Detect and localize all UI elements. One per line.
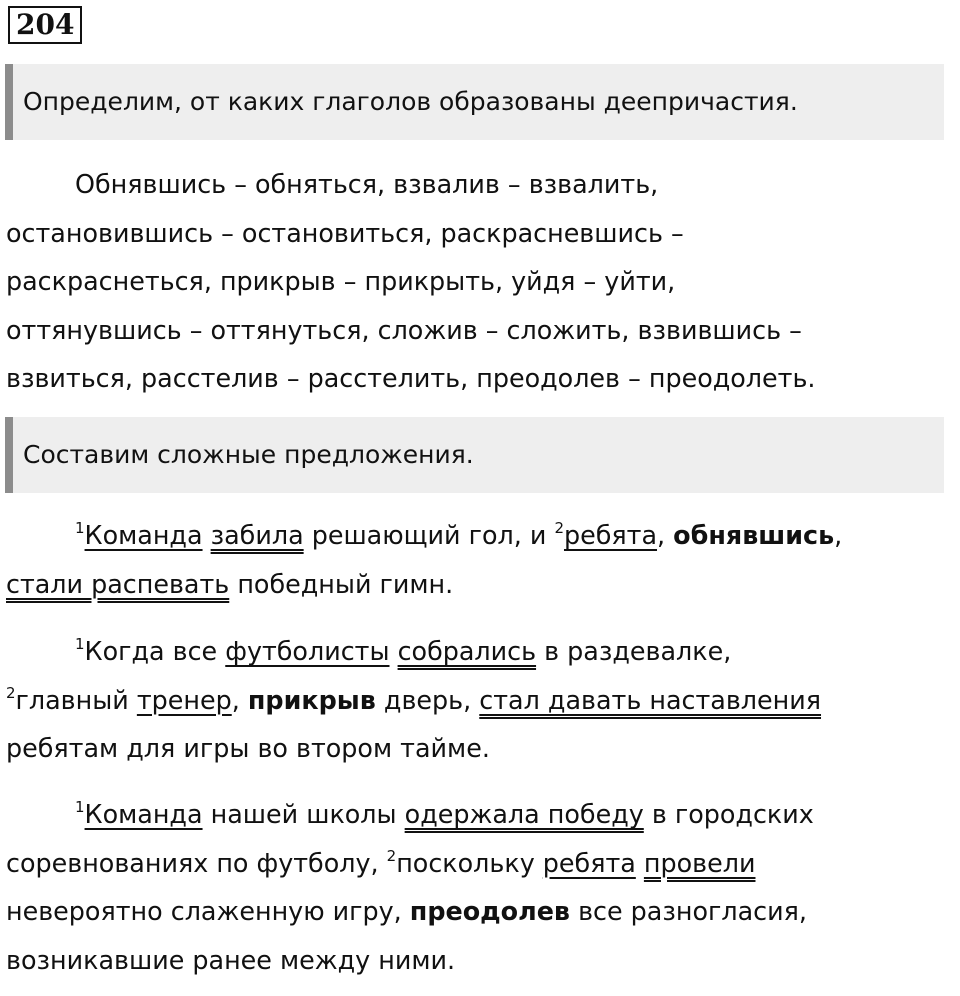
subject: футболисты xyxy=(225,636,390,666)
text-run xyxy=(203,520,211,550)
predicate: провели xyxy=(643,847,756,878)
verbs-line: раскраснеться, прикрыв – прикрыть, уйдя – уйти, xyxy=(6,266,676,296)
text-run: возникавшие ранее между ними. xyxy=(6,944,456,975)
predicate: стали распевать xyxy=(6,568,230,599)
gerund: прикрыв xyxy=(247,684,376,715)
text-run: , xyxy=(657,520,674,550)
sentence-1 xyxy=(6,511,954,608)
sentence-line xyxy=(6,839,954,888)
text-run: победный гимн. xyxy=(229,568,454,599)
task-number: 204 xyxy=(8,6,82,44)
heading-compose-sentences: Составим сложные предложения. xyxy=(5,417,944,493)
predicate: забила xyxy=(210,520,304,550)
text-run: в раздевалке, xyxy=(536,636,732,666)
subject: тренер xyxy=(136,684,232,715)
text-run: решающий гол, и xyxy=(303,520,555,550)
verbs-line: Обнявшись – обняться, взвалив – взвалить, xyxy=(75,169,659,199)
text-run: нашей школы xyxy=(202,799,405,829)
clause-number: 1 xyxy=(75,519,85,537)
clause-number: 2 xyxy=(6,683,16,702)
sentence-line xyxy=(6,724,954,773)
text-run: все разногласия, xyxy=(570,896,807,926)
clause-number: 1 xyxy=(75,798,85,816)
sentence-line xyxy=(6,560,954,609)
clause-number: 2 xyxy=(554,519,564,537)
gerund: преодолев xyxy=(409,896,570,926)
text-run xyxy=(390,636,398,666)
sentence-3 xyxy=(6,790,954,984)
gerund: обнявшись xyxy=(673,520,835,550)
text-run: поскольку xyxy=(396,847,543,878)
predicate: собрались xyxy=(397,636,537,666)
sentence-line xyxy=(6,511,954,560)
clause-number: 2 xyxy=(386,846,397,865)
clause-number: 1 xyxy=(75,635,85,653)
text-run: дверь, xyxy=(375,684,480,715)
sentence-line xyxy=(6,936,954,985)
sentence-2 xyxy=(6,627,954,773)
text-run: Когда все xyxy=(84,636,226,666)
subject: ребята xyxy=(542,847,636,878)
text-run: главный xyxy=(15,684,137,715)
predicate: стал давать наставления xyxy=(479,684,822,715)
predicate: одержала победу xyxy=(404,799,644,829)
verbs-paragraph xyxy=(6,160,954,403)
verbs-line: взвиться, расстелив – расстелить, преодолев – преодолеть. xyxy=(6,363,816,393)
text-run: соревнованиях по футболу, xyxy=(6,847,387,878)
heading-define-verbs: Определим, от каких глаголов образованы деепричастия. xyxy=(5,64,944,140)
sentence-line xyxy=(6,887,954,936)
sentence-line xyxy=(6,676,954,725)
subject: ребята xyxy=(563,520,658,550)
subject: Команда xyxy=(84,799,203,829)
verbs-line: оттянувшись – оттянуться, сложив – сложить, взвившись – xyxy=(6,314,802,345)
verbs-line: остановившись – остановиться, раскрасневшись – xyxy=(6,217,684,248)
text-run: , xyxy=(834,520,843,550)
text-run xyxy=(636,848,644,878)
text-run: , xyxy=(231,684,248,715)
text-run: ребятам для игры во втором тайме. xyxy=(6,733,490,763)
text-run: в городских xyxy=(643,799,814,829)
sentence-line xyxy=(6,790,954,839)
sentence-line xyxy=(6,627,954,676)
subject: Команда xyxy=(84,520,203,550)
text-run: невероятно слаженную игру, xyxy=(6,896,410,926)
